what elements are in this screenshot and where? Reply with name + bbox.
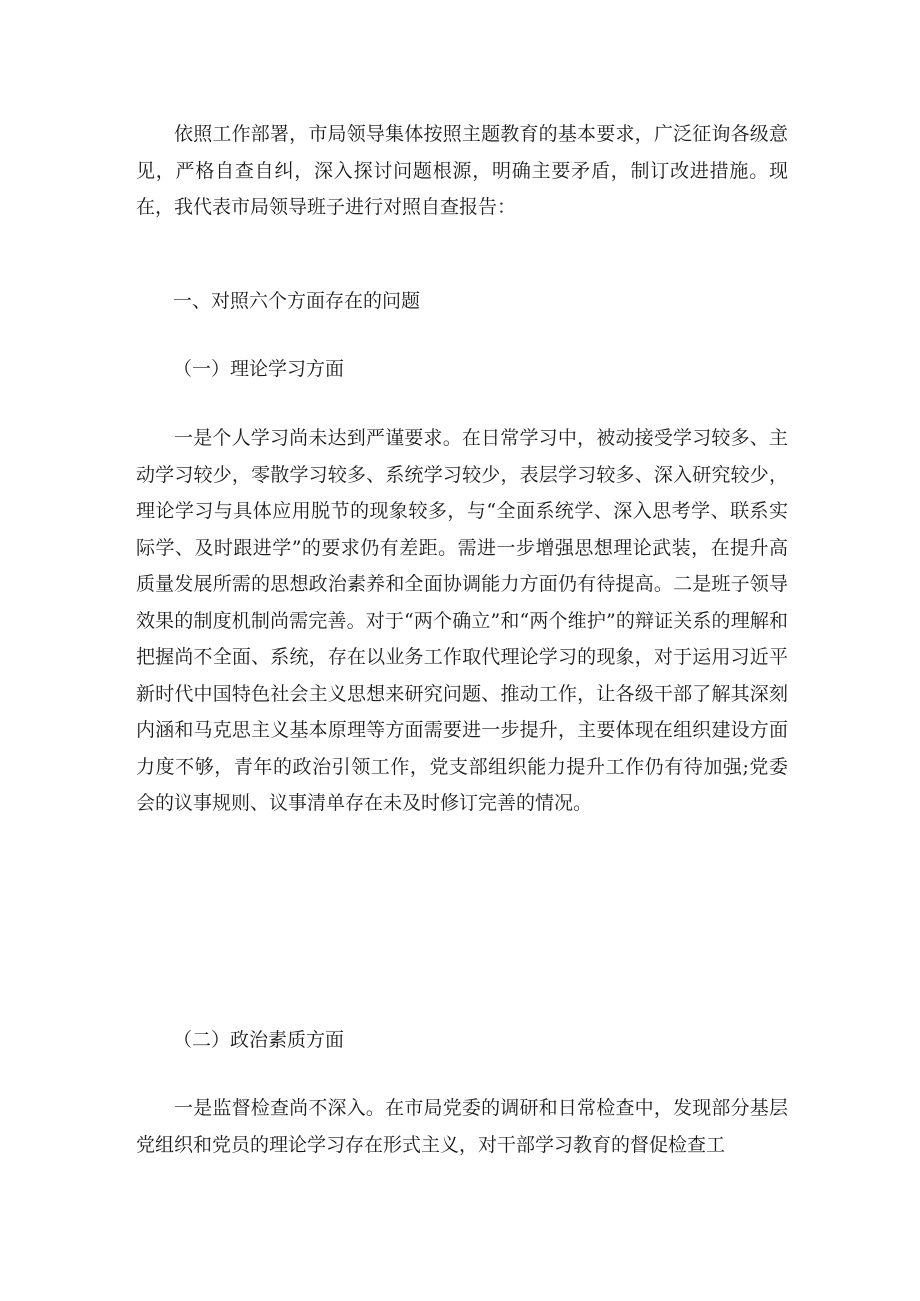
- theory-study-paragraph: 一是个人学习尚未达到严谨要求。在日常学习中，被动接受学习较多、主动学习较少，零散学习较多、系统学习较少，表层学习较多、深入研究较少，理论学习与具体应用脱节的现象较多，与“全面系统学、深入思考学、联系实际学、及时跟进学”的要求仍有差距。需进一步增强思想理论武装，在提升高质量发展所需的思想政治素养和全面协调能力方面仍有待提高。二是班子领导效果的制度机制尚需完善。对于“两个确立”和“两个维护”的辩证关系的理解和把握尚不全面、系统，存在以业务工作取代理论学习的现象，对于运用习近平新时代中国特色社会主义思想来研究问题、推动工作，让各级干部了解其深刻内涵和马克思主义基本原理等方面需要进一步提升，主要体现在组织建设方面力度不够，青年的政治引领工作，党支部组织能力提升工作仍有待加强;党委会的议事规则、议事清单存在未及时修订完善的情况。: [136, 427, 788, 814]
- intro-paragraph: 依照工作部署，市局领导集体按照主题教育的基本要求，广泛征询各级意见，严格自查自纠，深入探讨问题根源，明确主要矛盾，制订改进措施。现在，我代表市局领导班子进行对照自查报告：: [136, 123, 788, 218]
- subsection-heading-politics: （二）政治素质方面: [173, 1029, 345, 1051]
- political-quality-paragraph: 一是监督检查尚不深入。在市局党委的调研和日常检查中，发现部分基层党组织和党员的理论学习存在形式主义，对干部学习教育的督促检查工: [136, 1097, 788, 1156]
- subsection-heading-theory: （一）理论学习方面: [173, 358, 345, 380]
- section-heading: 一、对照六个方面存在的问题: [173, 290, 421, 312]
